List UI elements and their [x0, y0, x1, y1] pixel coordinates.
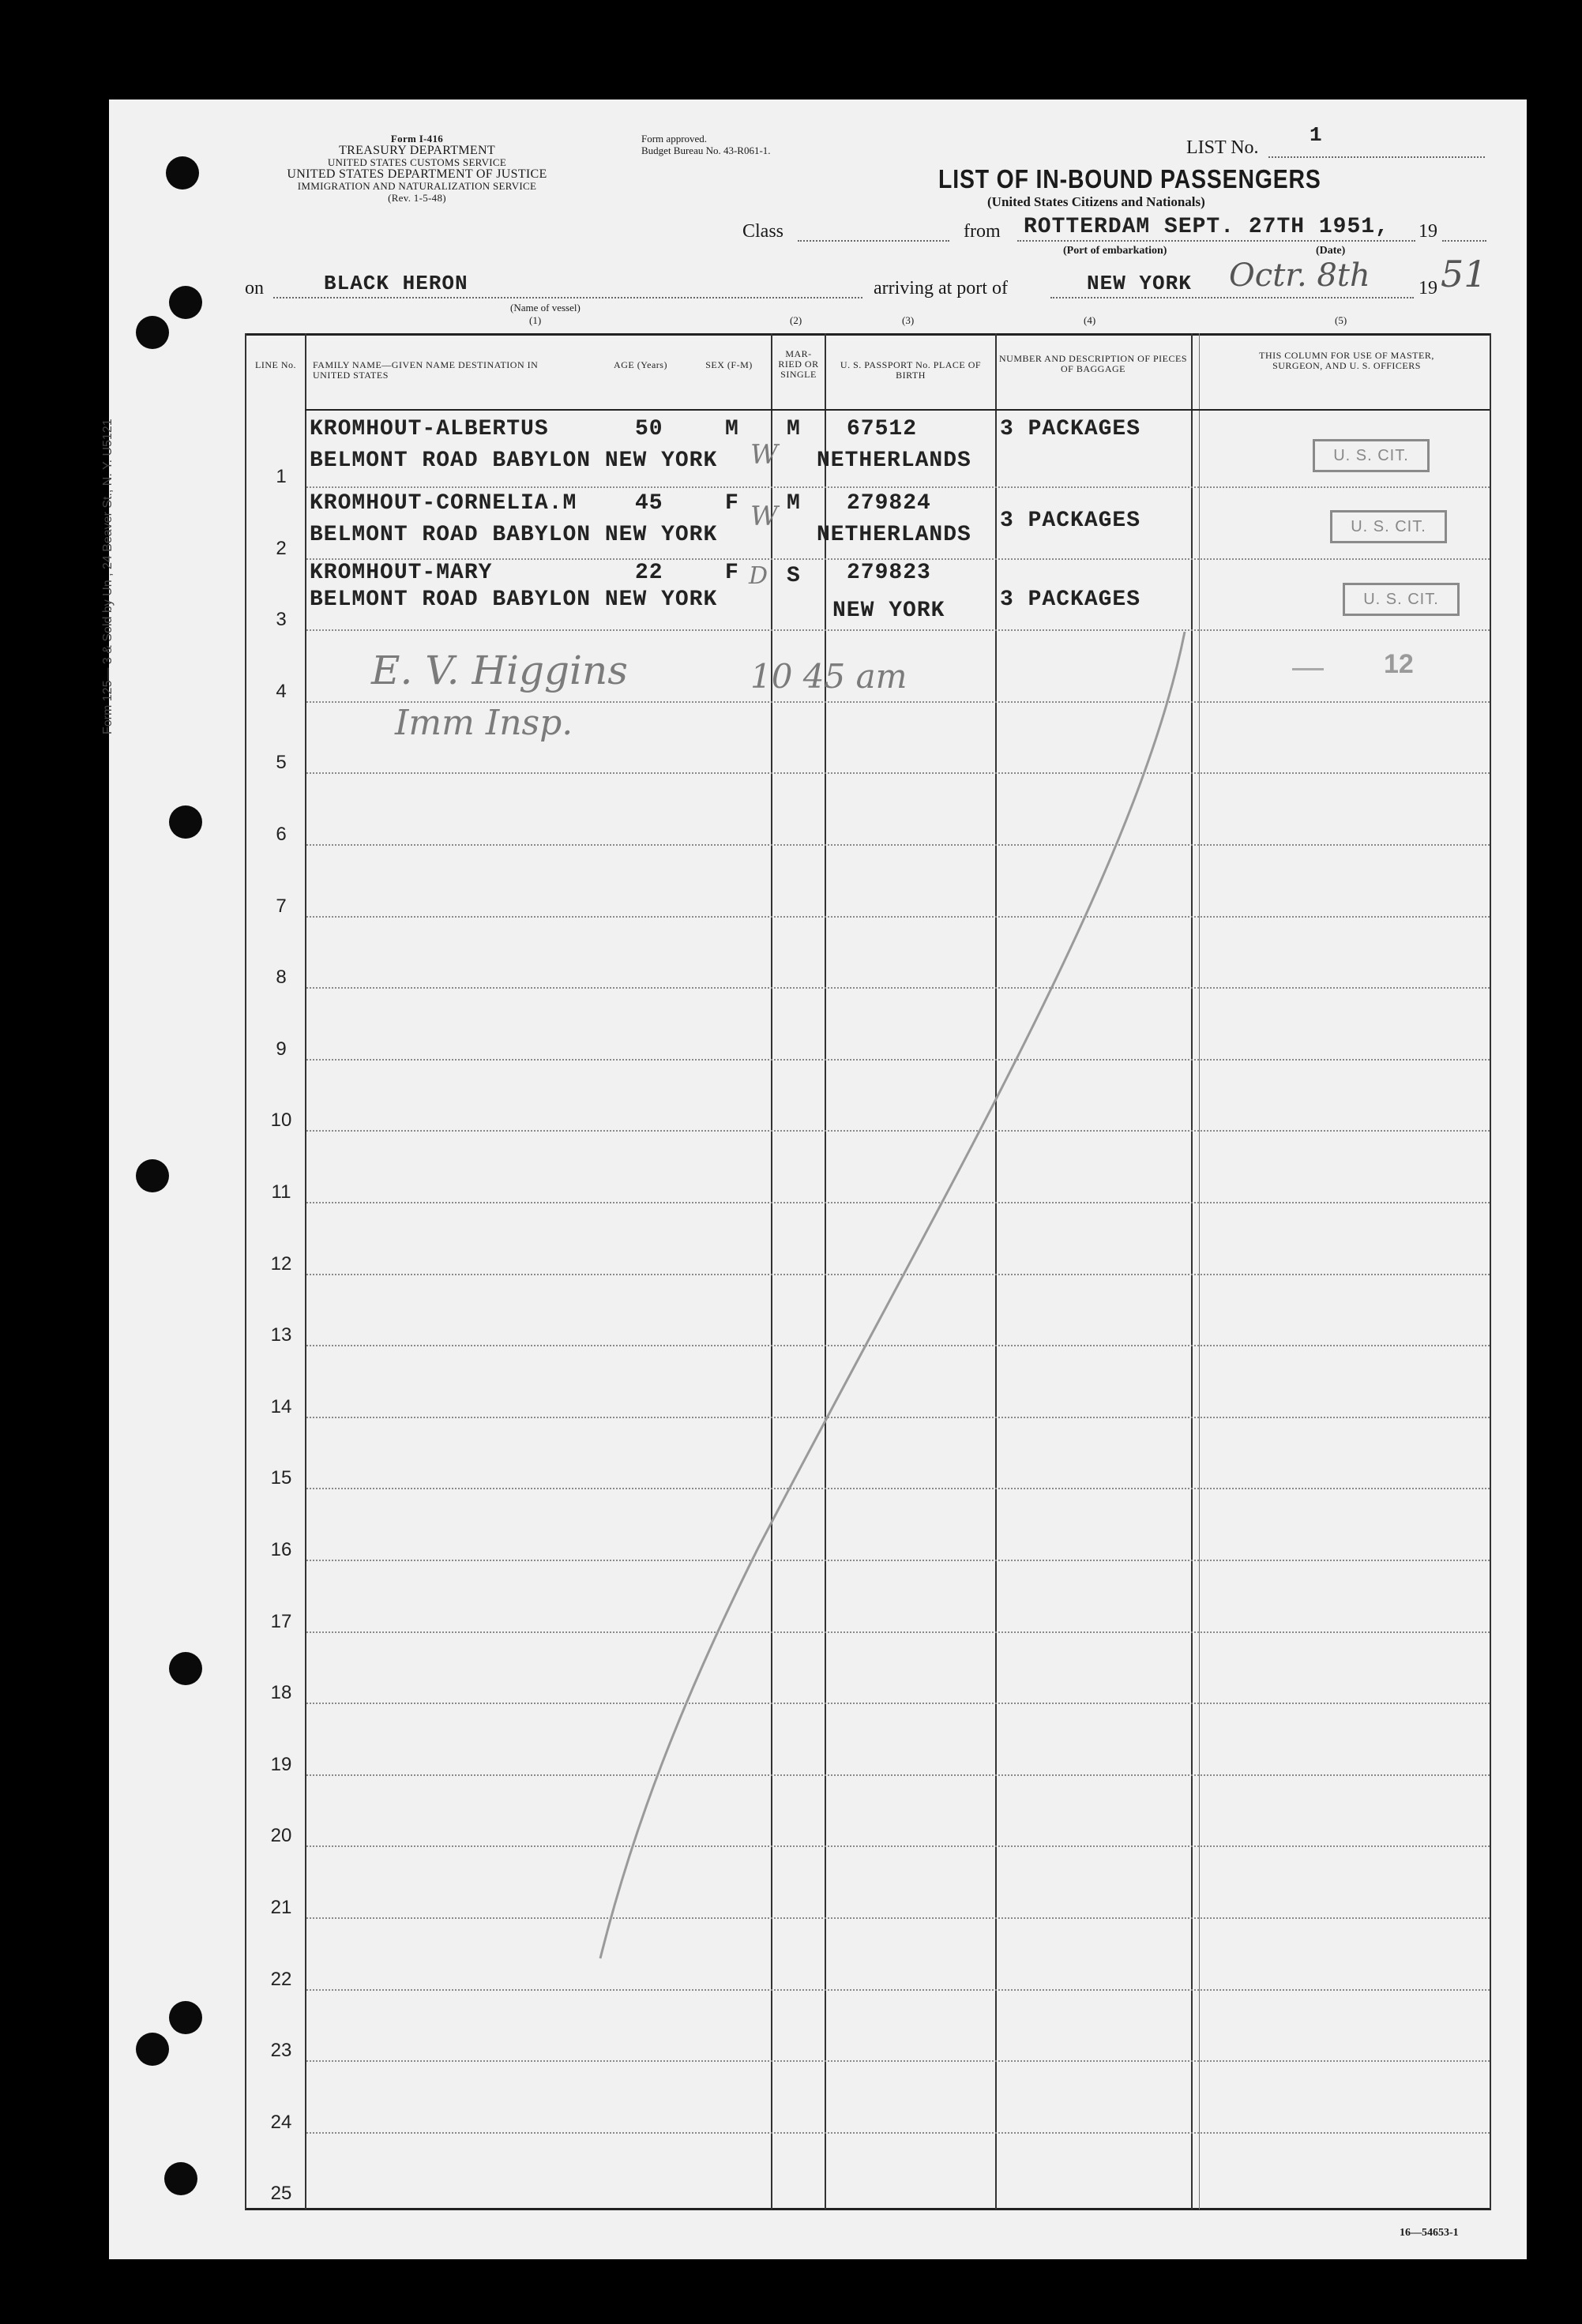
line-number-1: 1: [276, 466, 287, 487]
header-officers: THIS COLUMN FOR USE OF MASTER, SURGEON, AND U. S. OFFICERS: [1259, 350, 1434, 371]
line-number-16: 16: [270, 1539, 292, 1560]
passenger-3-marital: S: [787, 564, 801, 588]
header-sex: SEX (F-M): [705, 359, 753, 370]
passenger-1-birthplace: NETHERLANDS: [817, 449, 971, 473]
line-number-15: 15: [270, 1467, 292, 1489]
header-passport: U. S. PASSPORT No. PLACE OF BIRTH: [840, 359, 982, 381]
col-num-1: (1): [529, 314, 542, 326]
line-number-21: 21: [270, 1897, 292, 1918]
line-number-25: 25: [270, 2183, 292, 2204]
vessel-name: BLACK HERON: [324, 272, 468, 295]
col-num-4: (4): [1084, 314, 1096, 326]
form-approved: Form approved.: [641, 133, 708, 145]
line-number-8: 8: [276, 967, 287, 988]
treasury-department: TREASURY DEPARTMENT: [339, 144, 495, 157]
vessel-caption: (Name of vessel): [510, 302, 581, 313]
arriving-label: arriving at port of: [874, 278, 1008, 298]
passenger-2-passport: 279824: [847, 491, 931, 516]
port-of-embarkation: ROTTERDAM SEPT. 27TH 1951,: [1024, 215, 1389, 239]
justice-department: UNITED STATES DEPARTMENT OF JUSTICE: [287, 167, 547, 181]
customs-service: UNITED STATES CUSTOMS SERVICE: [327, 156, 507, 168]
header-married: MAR-RIED OR SINGLE: [778, 348, 819, 380]
line-number-22: 22: [270, 1969, 292, 1990]
passenger-2-name: KROMHOUT-CORNELIA.M: [310, 491, 577, 516]
inspector-title: Imm Insp.: [395, 703, 573, 743]
passenger-2-age: 45: [635, 491, 663, 516]
passenger-2-marital: M: [787, 491, 801, 516]
page-subtitle: (United States Citizens and Nationals): [987, 194, 1205, 209]
line-number-3: 3: [276, 609, 287, 630]
from-label: from: [964, 221, 1001, 242]
list-no-value: 1: [1310, 123, 1323, 147]
port-caption: (Port of embarkation): [1063, 245, 1167, 257]
col-num-2: (2): [790, 314, 802, 326]
passenger-2-us-cit-stamp: U. S. CIT.: [1330, 510, 1447, 543]
line-number-19: 19: [270, 1754, 292, 1775]
line-number-24: 24: [270, 2112, 292, 2133]
line-number-7: 7: [276, 895, 287, 917]
arrival-year-prefix: 19: [1419, 278, 1437, 298]
line-number-6: 6: [276, 824, 287, 845]
arrival-port: NEW YORK: [1087, 272, 1192, 295]
line-number-11: 11: [271, 1181, 291, 1203]
passenger-3-baggage: 3 PACKAGES: [1000, 588, 1141, 612]
passenger-3-age: 22: [635, 561, 663, 585]
class-label: Class: [742, 221, 784, 242]
line-number-17: 17: [270, 1611, 292, 1632]
line-number-10: 10: [270, 1109, 292, 1131]
passenger-1-destination: BELMONT ROAD BABYLON NEW YORK: [310, 449, 718, 473]
page-title: LIST OF IN-BOUND PASSENGERS: [938, 164, 1321, 193]
year-prefix: 19: [1419, 221, 1437, 242]
col-num-3: (3): [902, 314, 915, 326]
passenger-3-race-mark: D: [749, 562, 768, 590]
passenger-1-baggage: 3 PACKAGES: [1000, 417, 1141, 441]
line-number-9: 9: [276, 1038, 287, 1060]
passenger-3-name: KROMHOUT-MARY: [310, 561, 493, 585]
passenger-1-us-cit-stamp: U. S. CIT.: [1313, 439, 1430, 472]
line-number-5: 5: [276, 752, 287, 773]
header-baggage: NUMBER AND DESCRIPTION OF PIECES OF BAGGAGE: [998, 353, 1188, 374]
ins-service: IMMIGRATION AND NATURALIZATION SERVICE: [297, 180, 537, 192]
passenger-2-sex: F: [725, 491, 739, 516]
passenger-1-age: 50: [635, 417, 663, 441]
line-number-2: 2: [276, 538, 287, 559]
passenger-1-passport: 67512: [847, 417, 918, 441]
revision: (Rev. 1-5-48): [388, 192, 446, 204]
header-age: AGE (Years): [614, 359, 667, 370]
passenger-3-birthplace: NEW YORK: [832, 599, 945, 623]
passenger-2-destination: BELMONT ROAD BABYLON NEW YORK: [310, 523, 718, 547]
inspection-time: 10 45 am: [750, 657, 907, 696]
on-label: on: [245, 278, 264, 298]
line-number-14: 14: [270, 1396, 292, 1417]
passenger-2-birthplace: NETHERLANDS: [817, 523, 971, 547]
passenger-3-sex: F: [725, 561, 739, 585]
passenger-2-race-mark: W: [750, 501, 778, 532]
passenger-3-destination: BELMONT ROAD BABYLON NEW YORK: [310, 588, 718, 612]
arrival-year-handwritten: 51: [1441, 253, 1487, 295]
arrival-date-handwritten: Octr. 8th: [1229, 257, 1370, 294]
line-number-13: 13: [270, 1324, 292, 1346]
line-number-18: 18: [270, 1682, 292, 1703]
form-number: Form I-416: [390, 133, 444, 145]
printer-side-text: Form 125— 3 & Sold by Un , 24 Beaver St., N. Y. U5121: [101, 419, 115, 734]
inspector-signature: E. V. Higgins: [371, 648, 628, 693]
header-name: FAMILY NAME—GIVEN NAME DESTINATION IN UNITED STATES: [313, 359, 539, 381]
passenger-1-name: KROMHOUT-ALBERTUS: [310, 417, 549, 441]
line-number-4: 4: [276, 681, 287, 702]
passenger-1-sex: M: [725, 417, 739, 441]
col-num-5: (5): [1335, 314, 1347, 326]
passenger-1-marital: M: [787, 417, 801, 441]
passenger-2-baggage: 3 PACKAGES: [1000, 509, 1141, 533]
footer-code: 16—54653-1: [1400, 2227, 1459, 2239]
passenger-3-passport: 279823: [847, 561, 931, 585]
line-number-20: 20: [270, 1825, 292, 1846]
passenger-1-race-mark: W: [750, 439, 778, 471]
header-line-no: LINE No.: [255, 359, 296, 370]
date-caption: (Date): [1316, 245, 1346, 257]
line-number-23: 23: [270, 2040, 292, 2061]
budget-bureau: Budget Bureau No. 43-R061-1.: [641, 145, 771, 156]
officer-note: 12: [1384, 649, 1414, 679]
list-no-label: LIST No.: [1186, 137, 1259, 158]
line-number-12: 12: [270, 1253, 292, 1275]
passenger-3-us-cit-stamp: U. S. CIT.: [1343, 583, 1460, 616]
